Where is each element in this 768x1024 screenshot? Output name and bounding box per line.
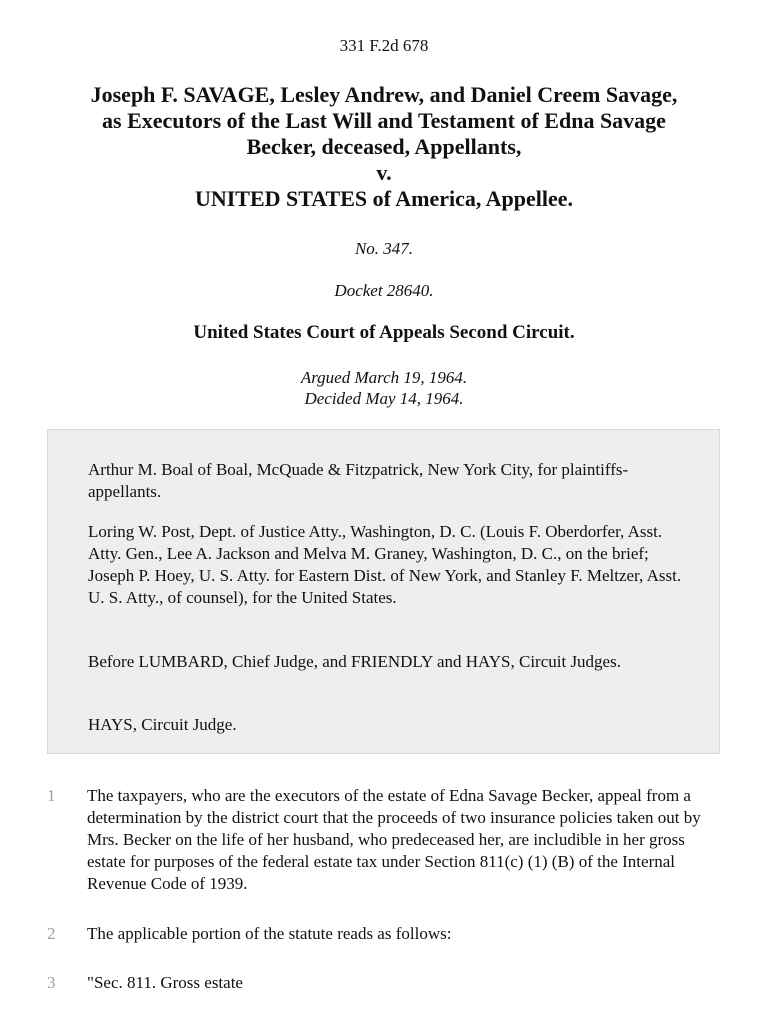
court-name: United States Court of Appeals Second Circuit. [193, 322, 575, 343]
paragraph-text: The applicable portion of the statute reads as follows: [87, 924, 452, 943]
title-line: as Executors of the Last Will and Testament of Edna Savage [102, 108, 666, 133]
paragraph-text: "Sec. 811. Gross estate [87, 973, 243, 992]
panel-judges: Before LUMBARD, Chief Judge, and FRIENDLY and HAYS, Circuit Judges. [88, 652, 621, 671]
counsel-box [47, 429, 720, 754]
decided-date: Decided May 14, 1964. [304, 389, 464, 408]
counsel-appellee: Loring W. Post, Dept. of Justice Atty., Washington, D. C. (Louis F. Oberdorfer, Asst. Atty. Gen., Lee A. Jackson and Melva M. Graney, Washington, D. C., on the brief; Joseph P. Hoey, U. S. Atty. for Eastern Dist. of New York, and Stanley F. Meltzer, Asst. U. S. Atty., of counsel), for the United States. [88, 522, 682, 607]
paragraph-text: The taxpayers, who are the executors of the estate of Edna Savage Becker, appeal from a determination by the district court that the proceeds of two insurance policies taken out by Mrs. Becker on the life of her husband, who predeceased her, are includible in her gross estate for purposes of the federal estate tax under Section 811(c) (1) (B) of the Internal Revenue Code of 1939. [87, 786, 701, 893]
paragraph-number: 2 [47, 924, 56, 943]
title-line: Becker, deceased, Appellants, [246, 134, 522, 159]
case-dates [0, 367, 768, 409]
counsel-appellants: Arthur M. Boal of Boal, McQuade & Fitzpatrick, New York City, for plaintiffs-appellants. [88, 460, 629, 501]
title-line: Joseph F. SAVAGE, Lesley Andrew, and Daniel Creem Savage, [90, 82, 678, 107]
title-line: UNITED STATES of America, Appellee. [194, 186, 574, 211]
paragraph-number: 1 [47, 786, 56, 805]
case-citation: 331 F.2d 678 [339, 36, 429, 55]
title-line: v. [376, 160, 392, 185]
paragraph-number: 3 [47, 973, 56, 992]
case-title [24, 82, 744, 212]
argued-date: Argued March 19, 1964. [300, 368, 468, 387]
opinion-author: HAYS, Circuit Judge. [88, 715, 237, 734]
case-number: No. 347. [354, 239, 414, 258]
docket-number: Docket 28640. [334, 281, 434, 300]
